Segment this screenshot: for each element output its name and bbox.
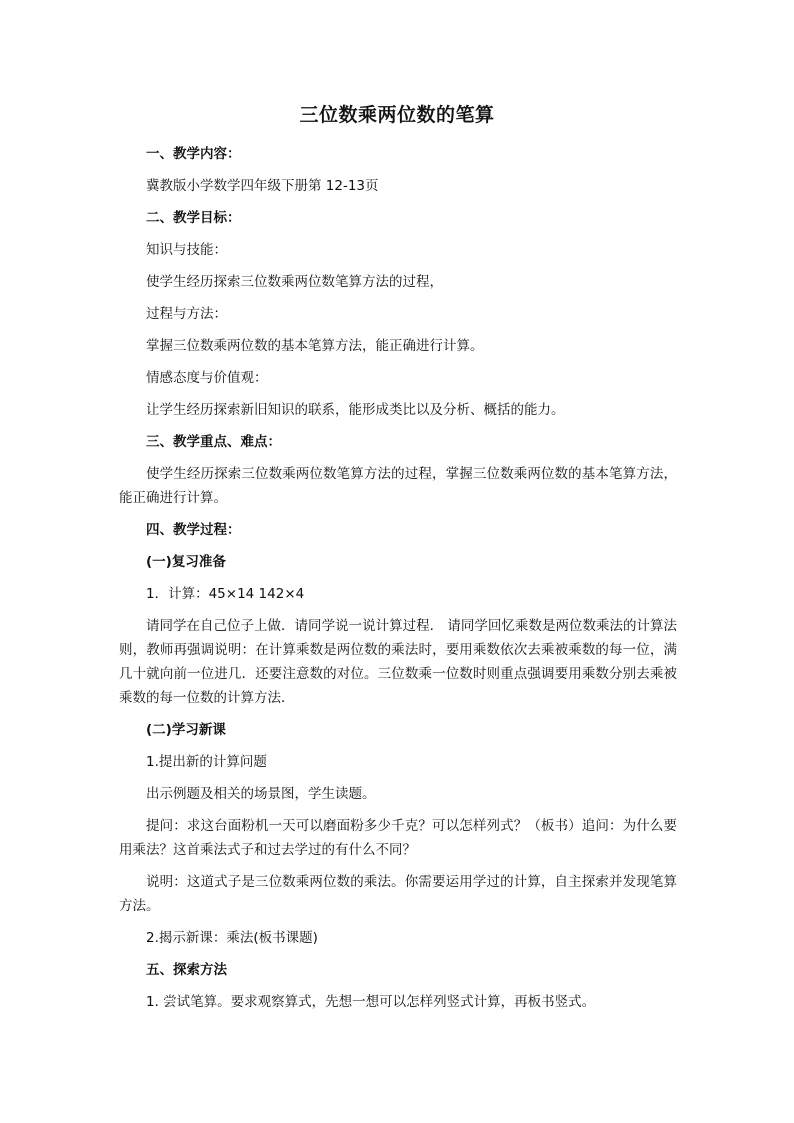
subsection-review: (一)复习准备 [146, 554, 226, 570]
new-lesson-item-1-text: 出示例题及相关的场景图，学生读题。 [146, 786, 376, 802]
explanation-paragraph: 说明：这道式子是三位数乘两位数的乘法。你需要运用学过的计算，自主探索并发现笔算方法。 [119, 874, 677, 914]
goal-text-process: 掌握三位数乘两位数的基本笔算方法，能正确进行计算。 [146, 338, 484, 354]
document-body [119, 142, 677, 1014]
explore-item-1: 1. 尝试笔算。要求观察算式，先想一想可以怎样列竖式计算，再板书竖式。 [146, 994, 596, 1010]
goal-text-attitude: 让学生经历探索新旧知识的联系，能形成类比以及分析、概括的能力。 [146, 402, 565, 418]
question-paragraph: 提问：求这台面粉机一天可以磨面粉多少千克？可以怎样列式？（板书）追问：为什么要用乘法？这首乘法式子和过去学过的有什么不同？ [119, 818, 677, 858]
new-lesson-item-1: 1.提出新的计算问题 [146, 754, 267, 770]
new-lesson-item-2: 2.揭示新课：乘法(板书课题) [146, 930, 318, 946]
subsection-new-lesson: (二)学习新课 [146, 722, 226, 738]
goal-subheading-process: 过程与方法： [146, 306, 227, 322]
section-heading-process: 四、教学过程： [146, 522, 241, 538]
section-heading-content: 一、教学内容： [146, 146, 241, 162]
keypoints-text: 使学生经历探索三位数乘两位数笔算方法的过程，掌握三位数乘两位数的基本笔算方法，能正确进行计算。 [119, 466, 677, 506]
content-text: 冀教版小学数学四年级下册第 12-13页 [146, 178, 379, 194]
section-heading-explore: 五、探索方法 [146, 962, 227, 978]
section-heading-keypoints: 三、教学重点、难点： [146, 434, 281, 450]
section-heading-goals: 二、教学目标： [146, 210, 241, 226]
review-paragraph: 请同学在自己位子上做．请同学说一说计算过程． 请同学回忆乘数是两位数乘法的计算法则，教师再强调说明：在计算乘数是两位数的乘法时，要用乘数依次去乘被乘数的每一位，满几十就向前一位进几．还要注意数的对位。三位数乘一位数时则重点强调要用乘数分别去乘被乘数的每一位数的计算方法． [119, 618, 677, 706]
goal-text-knowledge: 使学生经历探索三位数乘两位数笔算方法的过程， [146, 274, 443, 290]
goal-subheading-knowledge: 知识与技能： [146, 242, 227, 258]
page-title: 三位数乘两位数的笔算 [299, 104, 495, 126]
goal-subheading-attitude: 情感态度与价值观： [146, 370, 268, 386]
calc-exercise: 1．计算：45×14 142×4 [146, 586, 305, 602]
